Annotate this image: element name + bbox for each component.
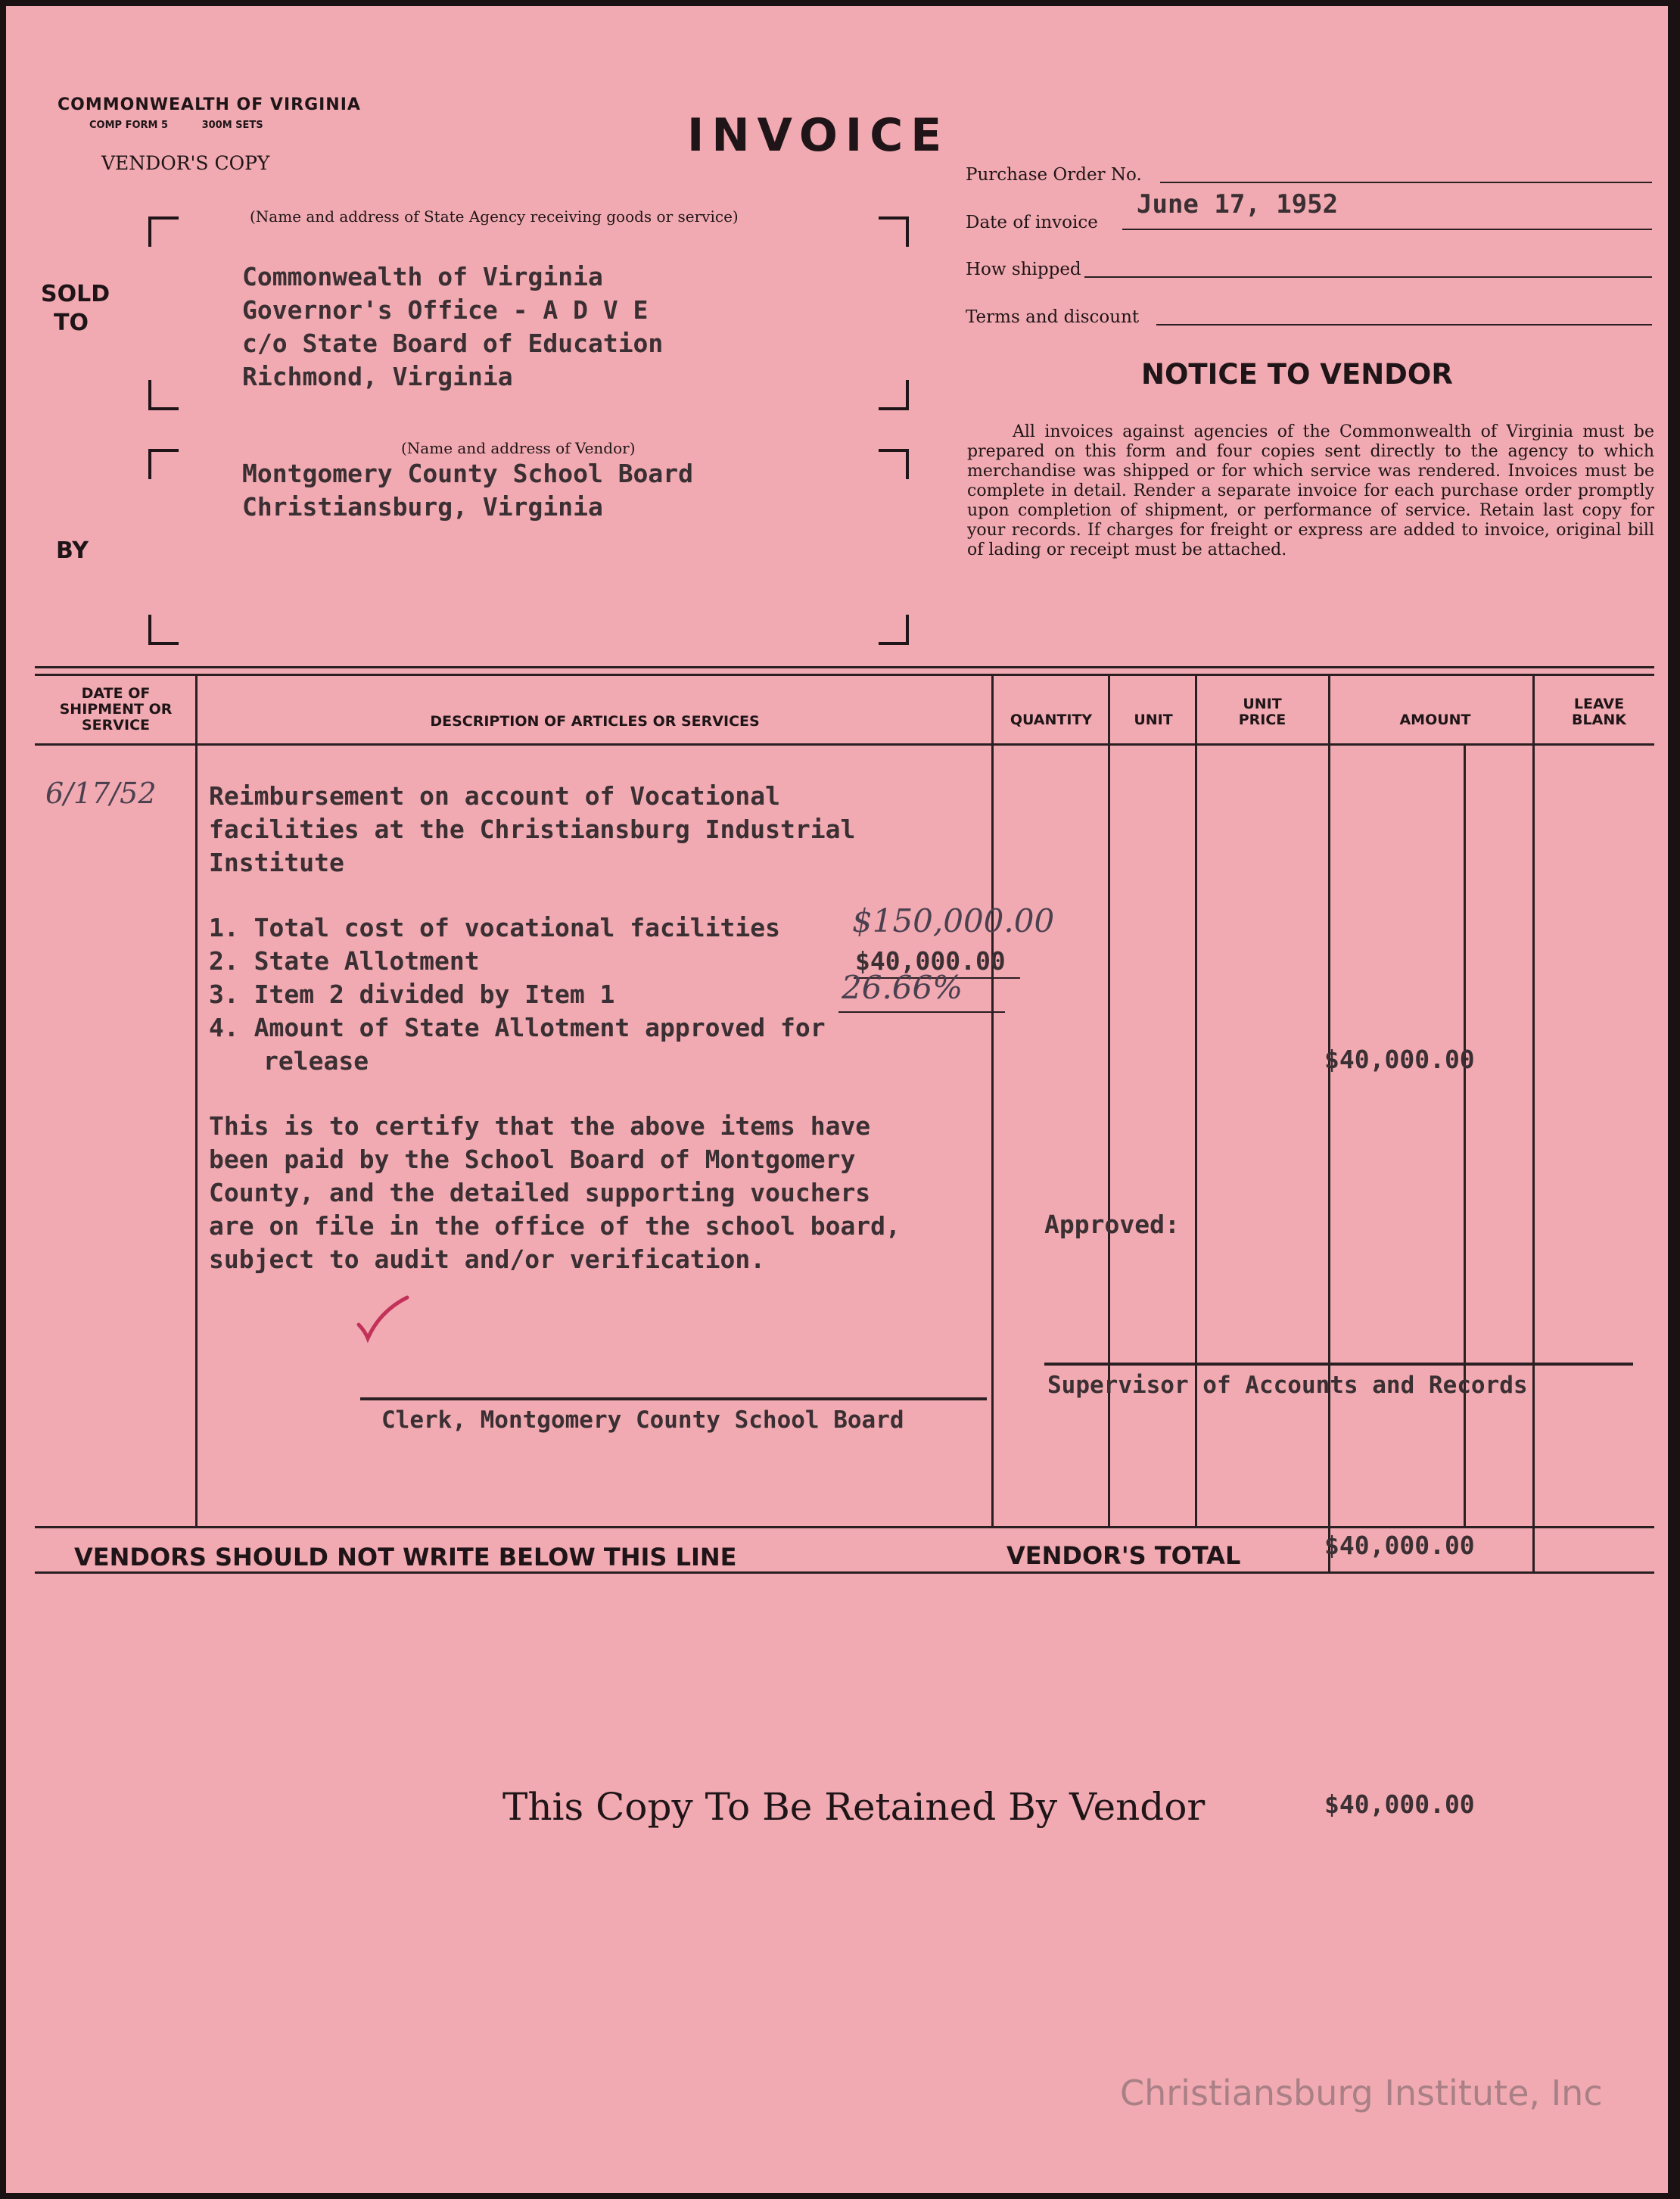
- sold-to-caption: (Name and address of State Agency receiving goods or service): [250, 207, 739, 226]
- table-top-line-1: [35, 666, 1654, 668]
- sold-to-line-2: Governor's Office - A D V E: [242, 295, 649, 325]
- no-write-label: VENDORS SHOULD NOT WRITE BELOW THIS LINE: [74, 1543, 737, 1571]
- item-4-cont: release: [263, 1046, 369, 1076]
- date-line: [1122, 229, 1652, 230]
- header-unit: UNIT: [1134, 712, 1173, 728]
- watermark: Christiansburg Institute, Inc: [1120, 2073, 1603, 2113]
- item-2-value: $40,000.00: [855, 946, 1006, 976]
- col-line-1: [195, 676, 198, 1528]
- sold-to-label: SOLD TO: [41, 281, 110, 336]
- sold-to-line-1: Commonwealth of Virginia: [242, 262, 603, 291]
- supervisor-signature-line: [1044, 1363, 1633, 1366]
- item-3-underline: [838, 1011, 1005, 1013]
- item-1: 1. Total cost of vocational facilities: [209, 913, 780, 942]
- invoice-title: INVOICE: [687, 109, 950, 162]
- bracket-br-2: [879, 615, 909, 645]
- date-label: Date of invoice: [966, 213, 1098, 232]
- col-line-7: [1532, 676, 1535, 1573]
- amount-value: $40,000.00: [1324, 1045, 1475, 1074]
- form-code: [89, 120, 263, 131]
- bracket-tl-2: [148, 449, 179, 479]
- check-mark-icon: [354, 1293, 415, 1346]
- row-date: 6/17/52: [45, 777, 157, 810]
- table-top-line-2: [35, 674, 1654, 676]
- date-value: June 17, 1952: [1137, 189, 1339, 220]
- vendor-line-2: Christiansburg, Virginia: [242, 492, 603, 522]
- supervisor-signature-label: Supervisor of Accounts and Records: [1047, 1372, 1528, 1399]
- vendor-total-label: VENDOR'S TOTAL: [1006, 1541, 1241, 1570]
- notice-title: NOTICE TO VENDOR: [1141, 358, 1453, 391]
- header-quantity: QUANTITY: [1010, 712, 1093, 728]
- bracket-br-1: [879, 380, 909, 410]
- sold-to-line-3: c/o State Board of Education: [242, 329, 664, 358]
- header-description: DESCRIPTION OF ARTICLES OR SERVICES: [430, 713, 760, 730]
- copy-label: VENDOR'S COPY: [101, 152, 270, 174]
- shipped-label: How shipped: [966, 260, 1081, 279]
- item-1-value: $150,000.00: [852, 902, 1055, 939]
- item-3: 3. Item 2 divided by Item 1: [209, 980, 615, 1009]
- header-bottom-line: [35, 743, 1654, 746]
- approved-label: Approved:: [1044, 1210, 1180, 1239]
- certify-line-5: subject to audit and/or verification.: [209, 1244, 766, 1274]
- sold-to-line-4: Richmond, Virginia: [242, 362, 513, 391]
- certify-line-4: are on file in the office of the school board,: [209, 1211, 901, 1241]
- clerk-signature-line: [360, 1397, 987, 1400]
- invoice-paper: [6, 6, 1668, 2193]
- bracket-tr-2: [879, 449, 909, 479]
- header-leave-blank: LEAVE BLANK: [1572, 696, 1626, 728]
- bracket-bl-1: [148, 380, 179, 410]
- desc-intro-2: facilities at the Christiansburg Industrial: [209, 815, 856, 844]
- certify-line-1: This is to certify that the above items have: [209, 1111, 871, 1141]
- table-bottom-line: [35, 1526, 1654, 1528]
- vendor-total-value: $40,000.00: [1324, 1531, 1475, 1560]
- header-unit-price: UNIT PRICE: [1238, 696, 1286, 728]
- item-4: 4. Amount of State Allotment approved for: [209, 1013, 826, 1042]
- vendor-line-1: Montgomery County School Board: [242, 459, 694, 488]
- bracket-bl-2: [148, 615, 179, 645]
- col-line-5: [1328, 676, 1330, 1573]
- item-2: 2. State Allotment: [209, 946, 480, 976]
- certify-line-2: been paid by the School Board of Montgomery: [209, 1145, 856, 1174]
- org-name: COMMONWEALTH OF VIRGINIA: [58, 95, 361, 114]
- clerk-signature-label: Clerk, Montgomery County School Board: [381, 1406, 904, 1434]
- header-date: DATE OF SHIPMENT OR SERVICE: [59, 685, 173, 734]
- shipped-line: [1084, 276, 1652, 278]
- terms-line: [1156, 324, 1652, 325]
- bracket-tr-1: [879, 216, 909, 247]
- retained-label: This Copy To Be Retained By Vendor: [502, 1785, 1206, 1829]
- col-line-2: [991, 676, 994, 1528]
- col-line-6: [1464, 746, 1466, 1528]
- by-label: BY: [56, 537, 89, 564]
- po-label: Purchase Order No.: [966, 165, 1142, 185]
- terms-label: Terms and discount: [966, 307, 1140, 327]
- header-amount: AMOUNT: [1399, 712, 1471, 728]
- form-code-text: COMP FORM 5: [89, 120, 169, 131]
- certify-line-3: County, and the detailed supporting vouchers: [209, 1178, 871, 1207]
- retained-amount: $40,000.00: [1324, 1789, 1475, 1819]
- total-bottom-line: [35, 1571, 1654, 1574]
- bracket-tl-1: [148, 216, 179, 247]
- po-line: [1160, 182, 1652, 183]
- by-caption: (Name and address of Vendor): [401, 439, 636, 457]
- desc-intro-3: Institute: [209, 848, 344, 877]
- notice-text: All invoices against agencies of the Commonwealth of Virginia must be prepared on this form and four copies sent directly to the agency to which merchandise was shipped or for which service was rendered. Invoices must be complete in detail. Render a separate invoice for each purchase order promptly upon completion of shipment, or performance of service. Retain last copy for your records. If charges for freight or express are added to invoice, original bill of lading or receipt must be attached.: [967, 422, 1654, 559]
- item-3-value: 26.66%: [842, 969, 963, 1006]
- form-sets: 300M SETS: [201, 120, 263, 131]
- desc-intro-1: Reimbursement on account of Vocational: [209, 781, 780, 811]
